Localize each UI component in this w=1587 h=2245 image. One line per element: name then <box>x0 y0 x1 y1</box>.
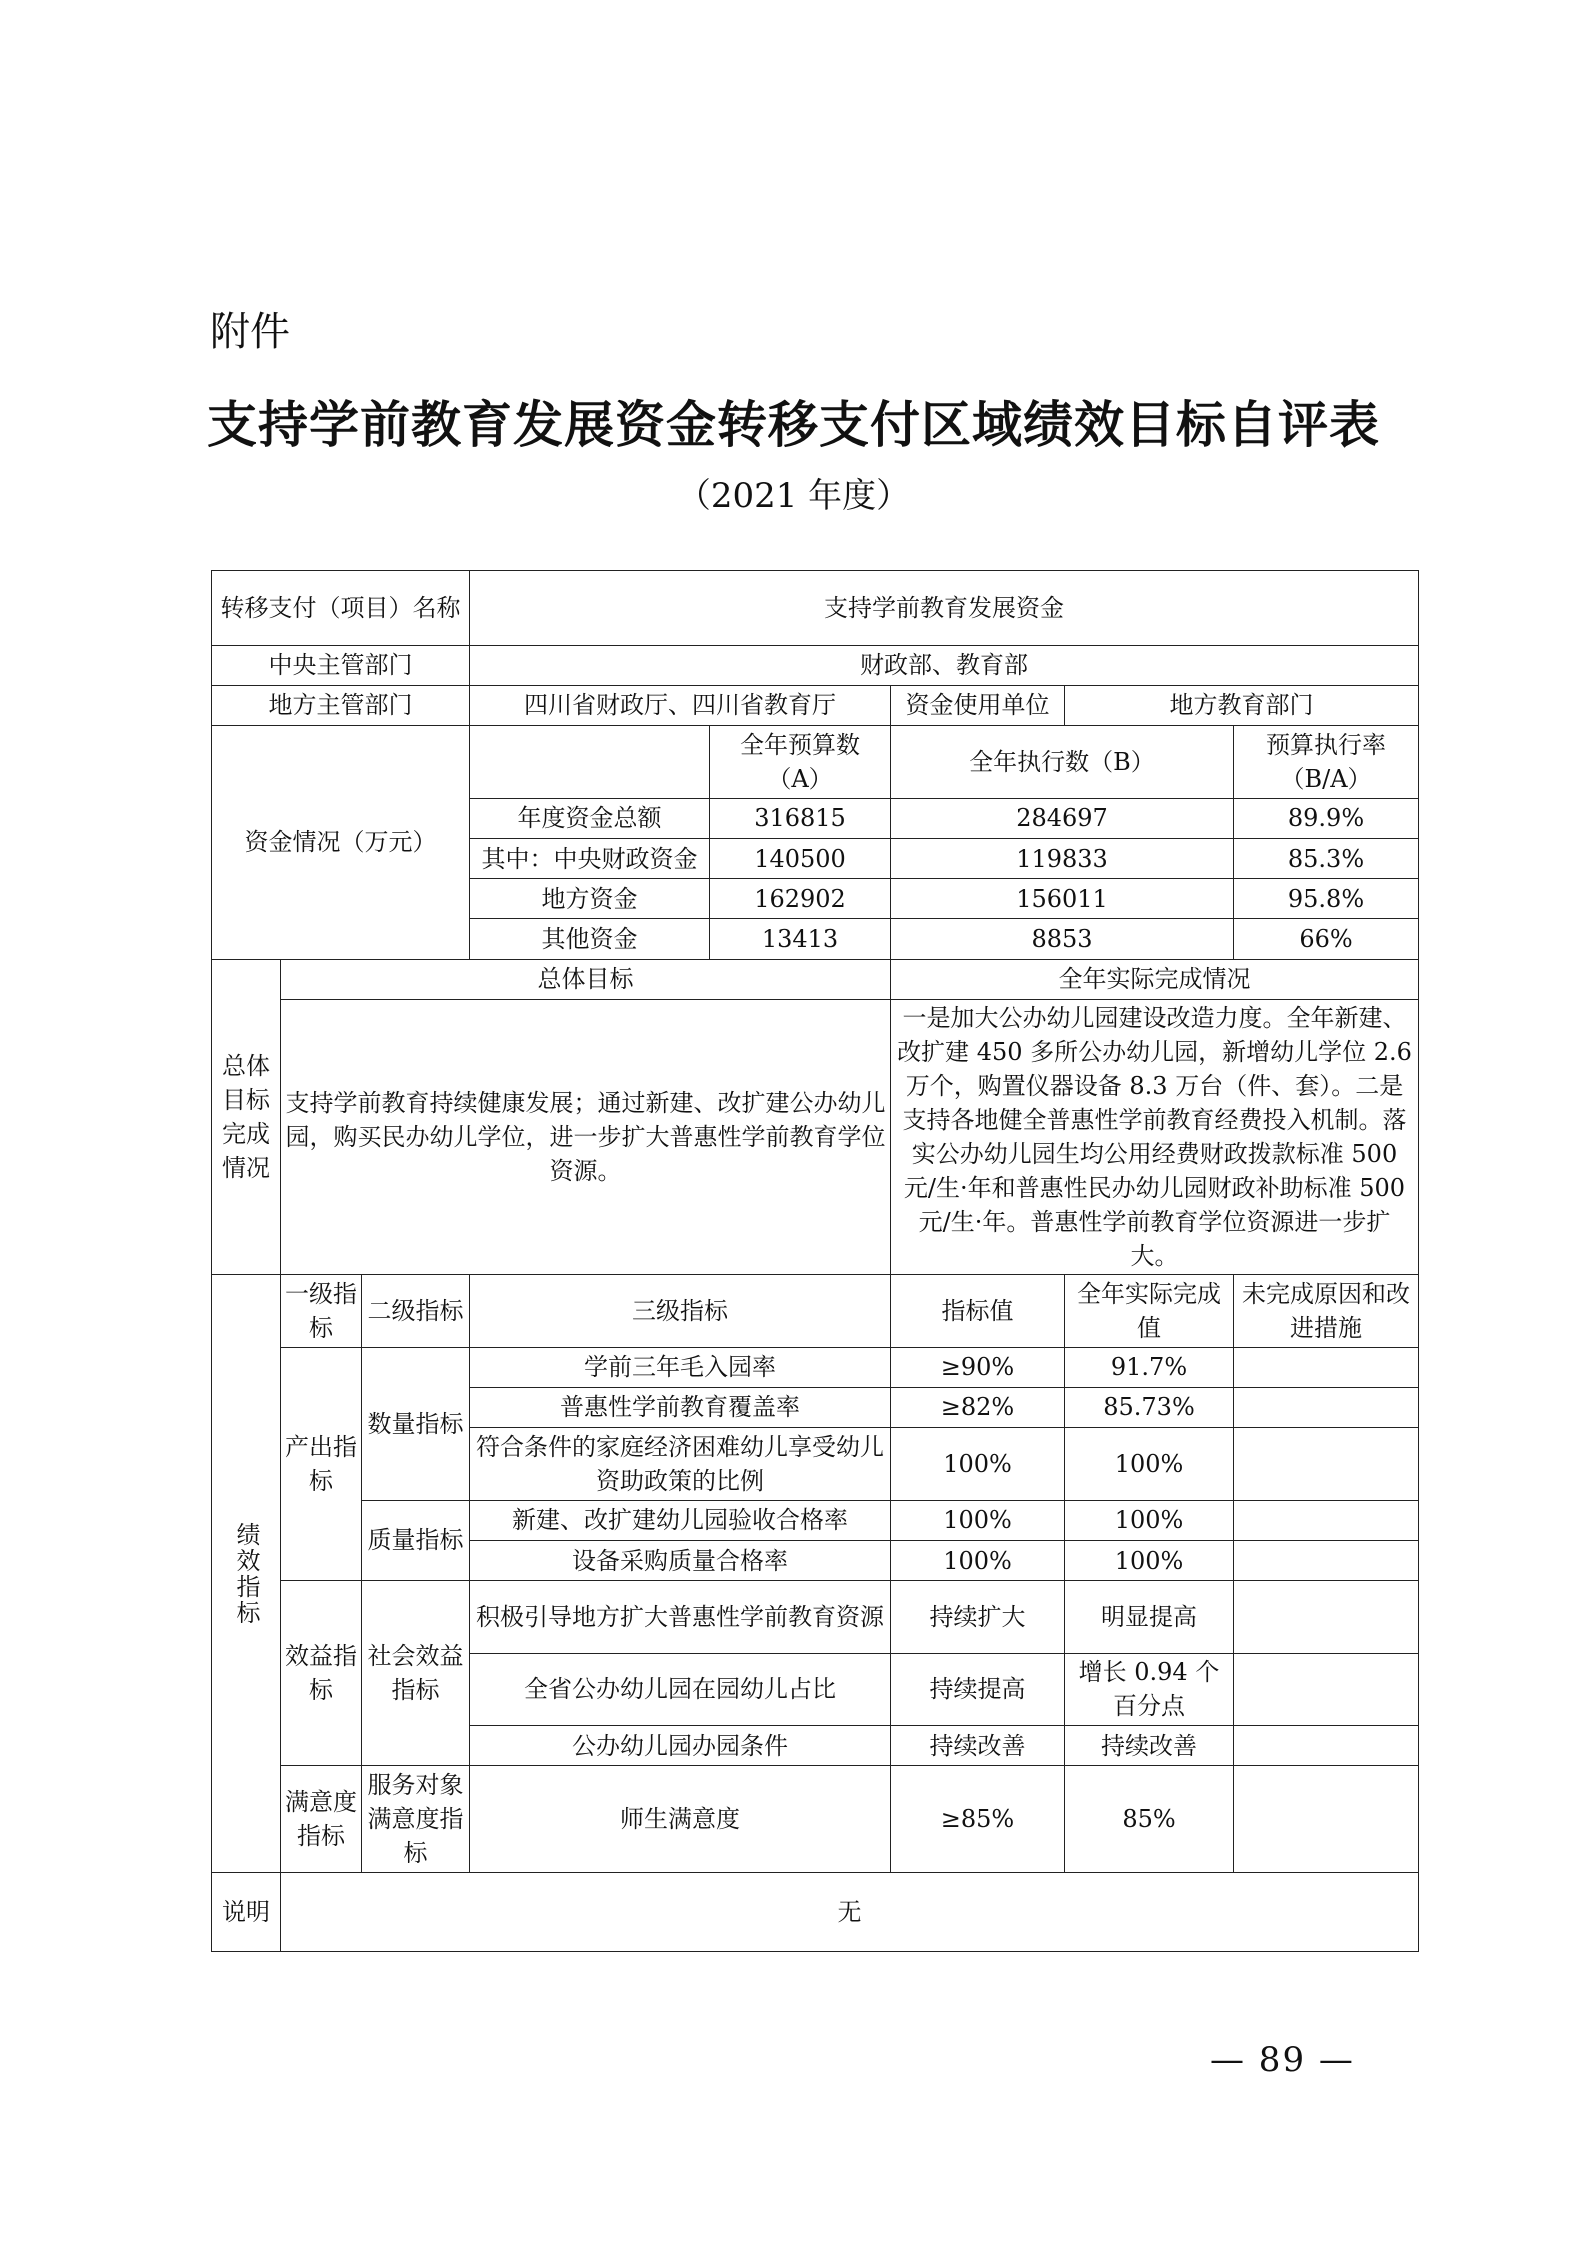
funds-budget-header: 全年预算数（A） <box>710 726 891 799</box>
indicators-label: 绩效指标 <box>212 1275 281 1873</box>
goals-overall-text: 支持学前教育持续健康发展；通过新建、改扩建公办幼儿园，购买民办幼儿学位，进一步扩大普惠性学前教育学位资源。 <box>281 1000 891 1275</box>
indicator-target: ≥85% <box>891 1766 1065 1873</box>
indicator-reason <box>1234 1653 1419 1726</box>
funds-row-name: 其他资金 <box>470 919 710 959</box>
indicator-row <box>212 1347 1419 1387</box>
project-name-label: 转移支付（项目）名称 <box>212 571 470 646</box>
indicator-target: 持续扩大 <box>891 1581 1065 1654</box>
funds-label: 资金情况（万元） <box>212 726 470 960</box>
funds-header-row <box>212 726 1419 799</box>
funds-row-exec: 8853 <box>891 919 1234 959</box>
indicator-actual: 85.73% <box>1065 1387 1234 1427</box>
funds-row-budget: 316815 <box>710 798 891 838</box>
indicator-actual: 持续改善 <box>1065 1726 1234 1766</box>
funds-row-rate: 66% <box>1234 919 1419 959</box>
indicator-reason <box>1234 1347 1419 1387</box>
indicator-name: 设备采购质量合格率 <box>470 1540 891 1580</box>
target-header: 指标值 <box>891 1275 1065 1348</box>
funds-rate-header: 预算执行率（B/A） <box>1234 726 1419 799</box>
indicator-target: ≥82% <box>891 1387 1065 1427</box>
central-dept-row <box>212 645 1419 685</box>
funds-row-name: 年度资金总额 <box>470 798 710 838</box>
level3-header: 三级指标 <box>470 1275 891 1348</box>
page-number: — 89 — <box>1210 2040 1355 2080</box>
local-dept-label: 地方主管部门 <box>212 685 470 725</box>
funds-row-rate: 95.8% <box>1234 879 1419 919</box>
indicator-reason <box>1234 1581 1419 1654</box>
indicator-name: 积极引导地方扩大普惠性学前教育资源 <box>470 1581 891 1654</box>
indicator-target: 持续提高 <box>891 1653 1065 1726</box>
local-dept-value: 四川省财政厅、四川省教育厅 <box>470 685 891 725</box>
goals-header-row <box>212 959 1419 999</box>
indicator-name: 符合条件的家庭经济困难幼儿享受幼儿资助政策的比例 <box>470 1428 891 1501</box>
indicator-row <box>212 1766 1419 1873</box>
indicator-name: 公办幼儿园办园条件 <box>470 1726 891 1766</box>
notes-value: 无 <box>281 1873 1419 1952</box>
indicator-target: 100% <box>891 1428 1065 1501</box>
actual-header: 全年实际完成值 <box>1065 1275 1234 1348</box>
indicator-name: 全省公办幼儿园在园幼儿占比 <box>470 1653 891 1726</box>
indicator-name: 师生满意度 <box>470 1766 891 1873</box>
indicator-actual: 明显提高 <box>1065 1581 1234 1654</box>
notes-label: 说明 <box>212 1873 281 1952</box>
funds-row-budget: 140500 <box>710 838 891 878</box>
year-subtitle: （2021 年度） <box>676 476 911 516</box>
local-dept-row <box>212 685 1419 725</box>
indicator-actual: 100% <box>1065 1500 1234 1540</box>
funds-row-exec: 284697 <box>891 798 1234 838</box>
indicator-name: 学前三年毛入园率 <box>470 1347 891 1387</box>
goals-label: 总体目标完成情况 <box>212 959 281 1274</box>
indicator-reason <box>1234 1500 1419 1540</box>
indicator-row <box>212 1500 1419 1540</box>
goals-content-row <box>212 1000 1419 1275</box>
indicator-reason <box>1234 1540 1419 1580</box>
social-indicator-label: 社会效益指标 <box>362 1581 470 1766</box>
central-dept-label: 中央主管部门 <box>212 645 470 685</box>
indicator-reason <box>1234 1766 1419 1873</box>
evaluation-table <box>211 570 1419 1952</box>
goals-overall-header: 总体目标 <box>281 959 891 999</box>
funds-row-exec: 156011 <box>891 879 1234 919</box>
page-title: 支持学前教育发展资金转移支付区域绩效目标自评表 <box>207 395 1380 454</box>
notes-row <box>212 1873 1419 1952</box>
satisfaction-indicator-label: 满意度指标 <box>281 1766 362 1873</box>
funds-row-rate: 89.9% <box>1234 798 1419 838</box>
fund-user-label: 资金使用单位 <box>891 685 1065 725</box>
benefit-indicator-label: 效益指标 <box>281 1581 362 1766</box>
indicator-reason <box>1234 1387 1419 1427</box>
indicator-row <box>212 1581 1419 1654</box>
funds-exec-header: 全年执行数（B） <box>891 726 1234 799</box>
project-name-value: 支持学前教育发展资金 <box>470 571 1419 646</box>
funds-row-exec: 119833 <box>891 838 1234 878</box>
indicators-header-row <box>212 1275 1419 1348</box>
goals-actual-header: 全年实际完成情况 <box>891 959 1419 999</box>
service-indicator-label: 服务对象满意度指标 <box>362 1766 470 1873</box>
funds-row-budget: 13413 <box>710 919 891 959</box>
indicator-actual: 100% <box>1065 1428 1234 1501</box>
funds-row-name: 其中：中央财政资金 <box>470 838 710 878</box>
indicator-actual: 100% <box>1065 1540 1234 1580</box>
indicator-reason <box>1234 1726 1419 1766</box>
output-indicator-label: 产出指标 <box>281 1347 362 1581</box>
quality-indicator-label: 质量指标 <box>362 1500 470 1581</box>
indicator-actual: 85% <box>1065 1766 1234 1873</box>
goals-actual-text: 一是加大公办幼儿园建设改造力度。全年新建、改扩建 450 多所公办幼儿园，新增幼儿学位 2.6 万个，购置仪器设备 8.3 万台（件、套）。二是支持各地健全普惠性学前教育经费投入机制。落实公办幼儿园生均公用经费财政拨款标准 500 元/生·年和普惠性民办幼儿园财政补助标准 500 元/生·年。普惠性学前教育学位资源进一步扩大。 <box>891 1000 1419 1275</box>
indicator-actual: 91.7% <box>1065 1347 1234 1387</box>
level2-header: 二级指标 <box>362 1275 470 1348</box>
indicator-name: 普惠性学前教育覆盖率 <box>470 1387 891 1427</box>
indicator-name: 新建、改扩建幼儿园验收合格率 <box>470 1500 891 1540</box>
indicator-target: 100% <box>891 1500 1065 1540</box>
indicator-target: 持续改善 <box>891 1726 1065 1766</box>
central-dept-value: 财政部、教育部 <box>470 645 1419 685</box>
funds-row-name: 地方资金 <box>470 879 710 919</box>
quantity-indicator-label: 数量指标 <box>362 1347 470 1500</box>
indicator-actual: 增长 0.94 个百分点 <box>1065 1653 1234 1726</box>
funds-row-budget: 162902 <box>710 879 891 919</box>
reason-header: 未完成原因和改进措施 <box>1234 1275 1419 1348</box>
funds-row-rate: 85.3% <box>1234 838 1419 878</box>
funds-header-blank <box>470 726 710 799</box>
indicator-target: ≥90% <box>891 1347 1065 1387</box>
level1-header: 一级指标 <box>281 1275 362 1348</box>
attachment-label: 附件 <box>210 309 290 355</box>
project-name-row <box>212 571 1419 646</box>
indicator-reason <box>1234 1428 1419 1501</box>
indicator-target: 100% <box>891 1540 1065 1580</box>
fund-user-value: 地方教育部门 <box>1065 685 1419 725</box>
